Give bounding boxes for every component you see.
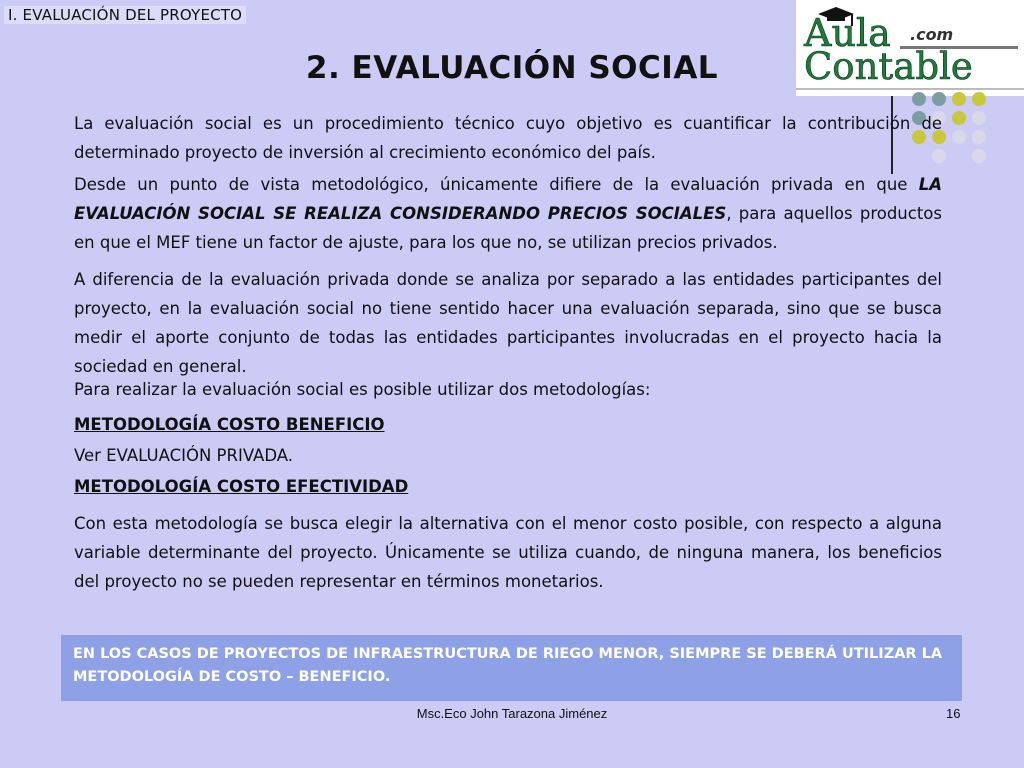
paragraph-joint-contribution: A diferencia de la evaluación privada donde se analiza por separado a las entidades participantes del proyecto, en la evaluación social no tiene sentido hacer una evaluación separada, sino que se busca medir el aporte conjunto de todas las entidades participantes involucradas en el proyecto hacia la sociedad en general. xyxy=(74,270,942,376)
paragraph-two-methods: Para realizar la evaluación social es posible utilizar dos metodologías: xyxy=(74,380,651,399)
paragraph-see-private: Ver EVALUACIÓN PRIVADA. xyxy=(74,446,293,465)
section-tag: I. EVALUACIÓN DEL PROYECTO xyxy=(4,6,246,24)
heading-cost-benefit: METODOLOGÍA COSTO BENEFICIO xyxy=(74,415,385,434)
aula-contable-logo xyxy=(796,0,1024,96)
paragraph-cost-effectiveness: Con esta metodología se busca elegir la alternativa con el menor costo posible, con respecto a alguna variable determinante del proyecto. Únicamente se utiliza cuando, de ninguna manera, los beneficios del proyecto no se pueden representar en términos monetarios. xyxy=(74,514,942,591)
page-number: 16 xyxy=(946,706,961,721)
slide-title: 2. EVALUACIÓN SOCIAL xyxy=(305,50,719,86)
paragraph-definition: La evaluación social es un procedimiento técnico cuyo objetivo es cuantificar la contribución de determinado proyecto de inversión al crecimiento económico del país. xyxy=(74,114,942,162)
svg-text:Contable: Contable xyxy=(804,45,973,88)
svg-text:.com: .com xyxy=(910,25,954,44)
paragraph-text: , para aquellos productos en que el MEF tiene un factor de ajuste, para los que no, se utilizan precios privados. xyxy=(74,204,942,252)
slide-body xyxy=(74,109,942,596)
svg-text:Aula: Aula xyxy=(804,11,891,55)
footer-author: Msc.Eco John Tarazona Jiménez xyxy=(416,706,608,721)
callout-box: EN LOS CASOS DE PROYECTOS DE INFRAESTRUCTURA DE RIEGO MENOR, SIEMPRE SE DEBERÁ UTILIZAR LA METODOLOGÍA DE COSTO – BENEFICIO. xyxy=(61,635,962,701)
paragraph-methodology-difference xyxy=(74,170,942,257)
emphasis-social-prices: LA EVALUACIÓN SOCIAL SE REALIZA CONSIDERANDO PRECIOS SOCIALES xyxy=(74,175,942,223)
heading-cost-effectiveness: METODOLOGÍA COSTO EFECTIVIDAD xyxy=(74,477,409,496)
paragraph-text: Desde un punto de vista metodológico, únicamente difiere de la evaluación privada en que xyxy=(74,175,919,194)
